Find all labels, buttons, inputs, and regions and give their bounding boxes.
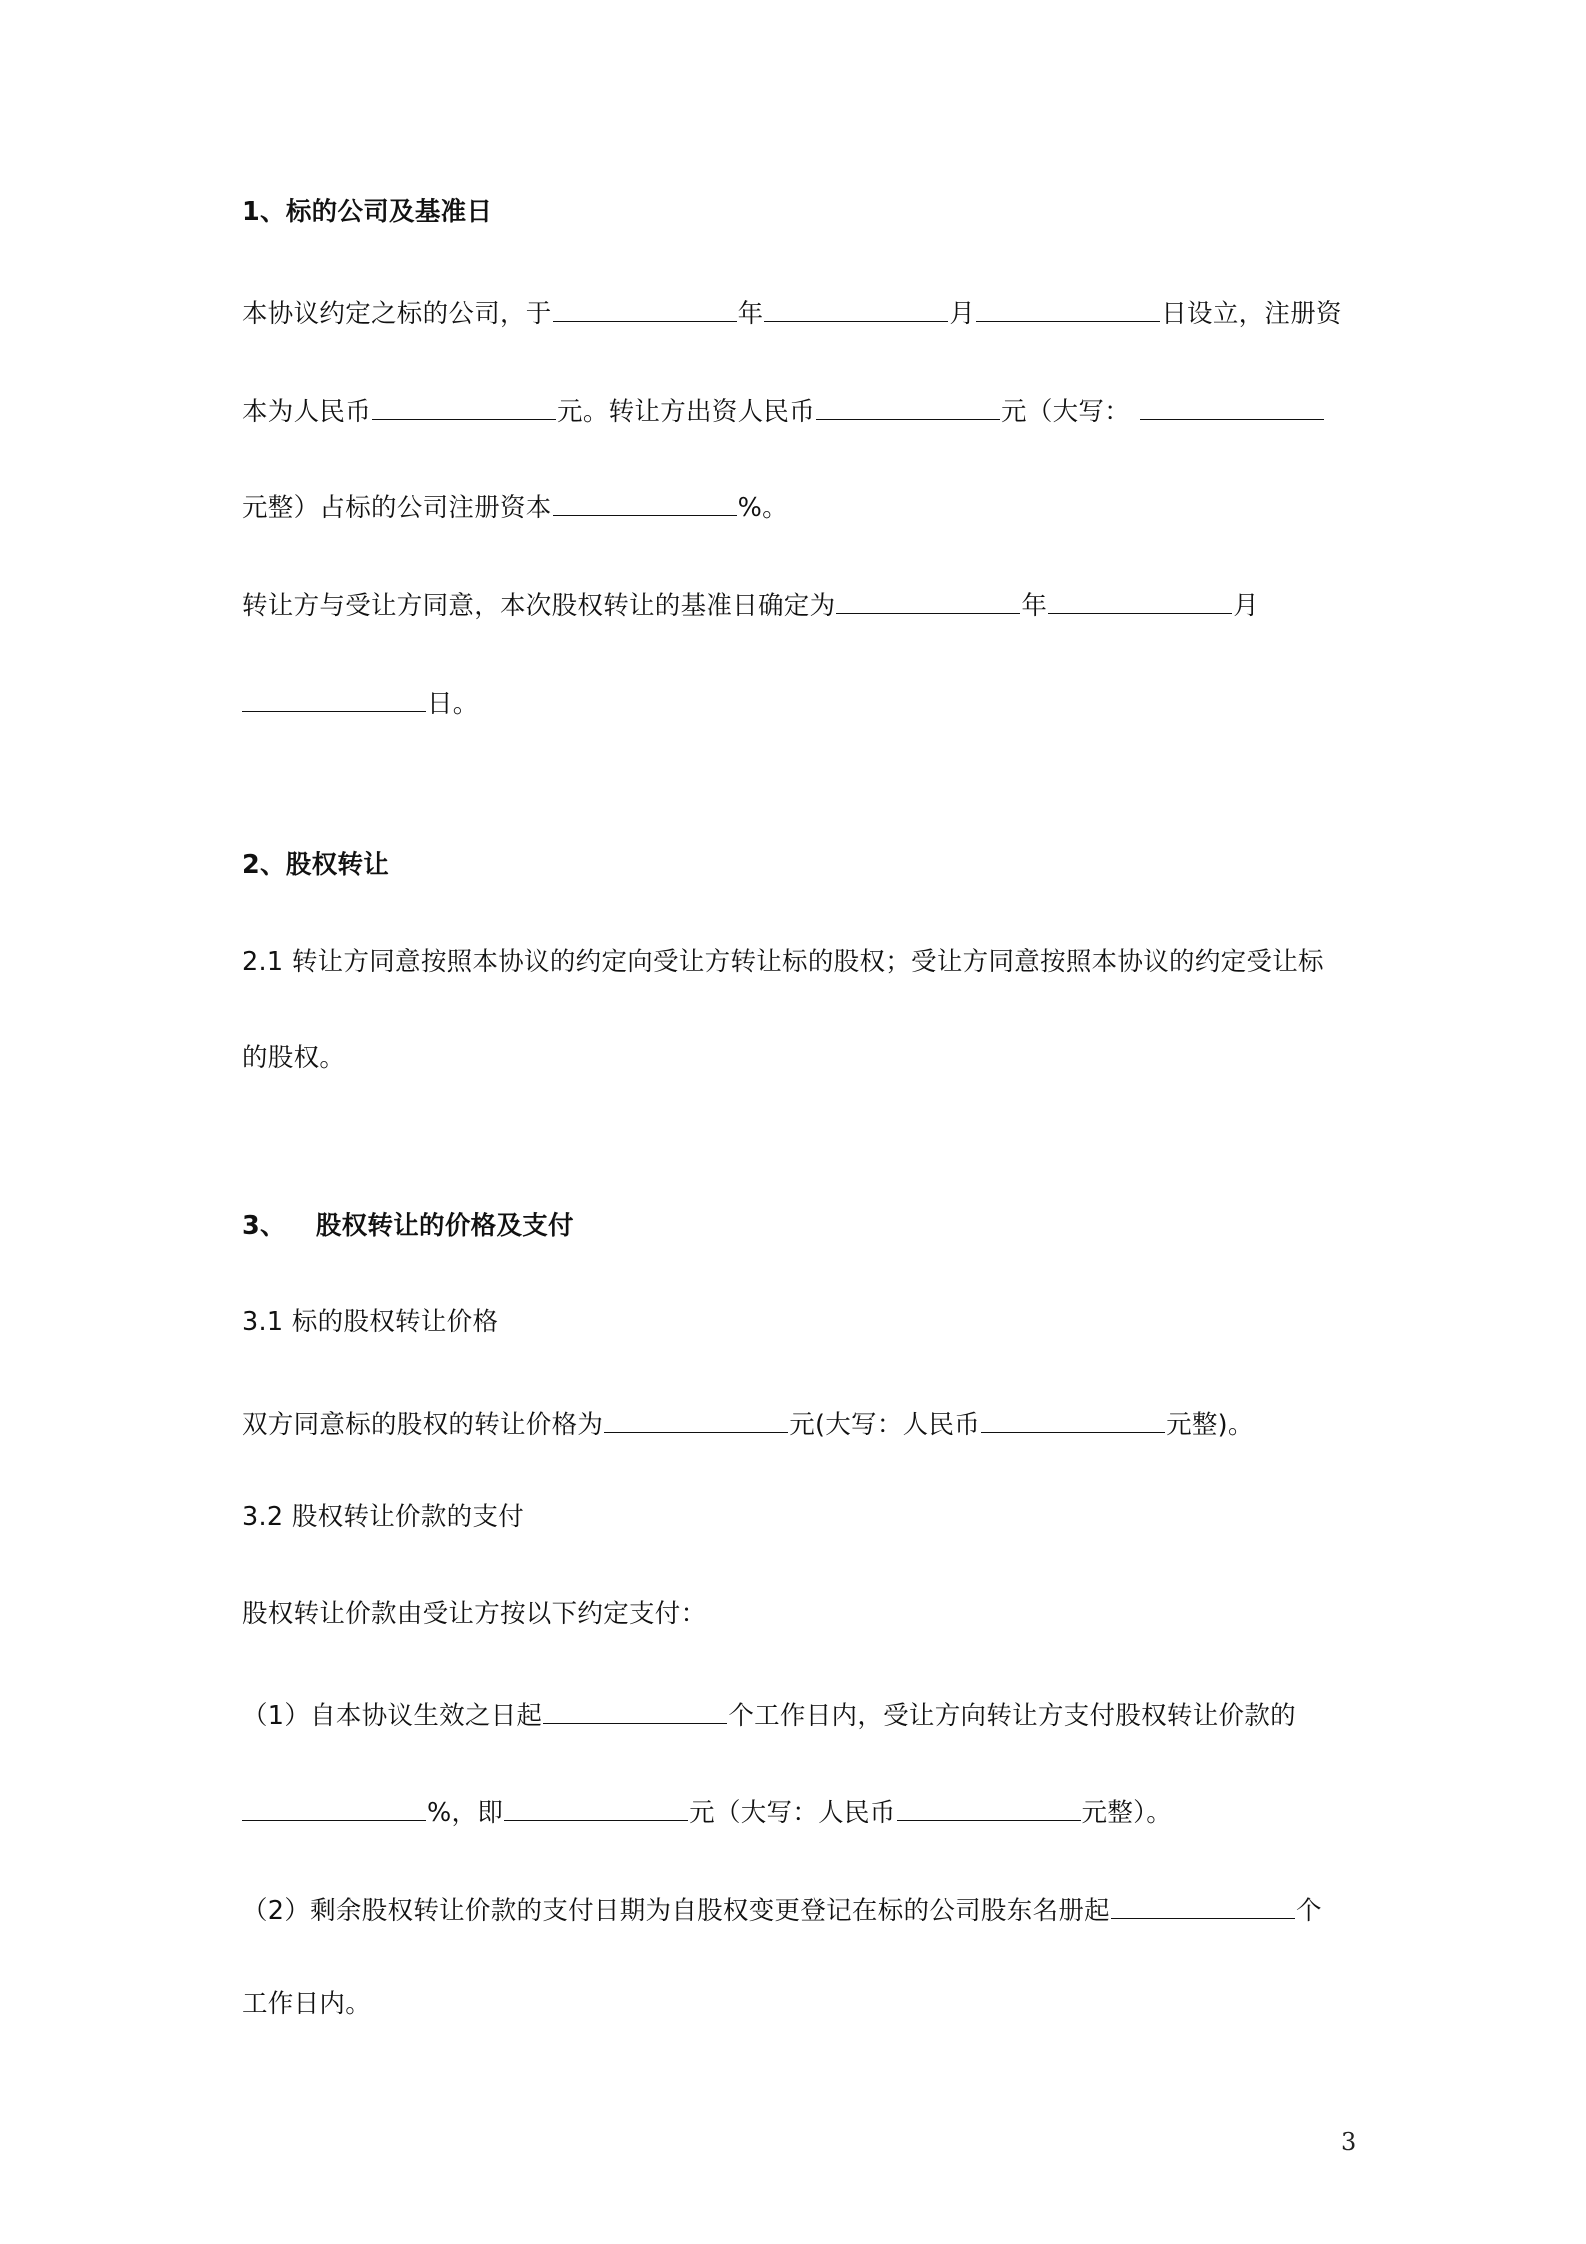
text: 元。转让方出资人民币 (557, 397, 816, 427)
text: （1）自本协议生效之日起 (242, 1701, 543, 1731)
text: 本为人民币 (242, 397, 372, 427)
blank-field-day[interactable] (976, 297, 1160, 322)
paragraph (242, 297, 1342, 331)
blank-field-working-days[interactable] (543, 1699, 727, 1724)
blank-field-payment-percent[interactable] (242, 1796, 426, 1821)
text: 元整)。 (1166, 1410, 1254, 1440)
heading-number: 3、 (242, 1211, 286, 1241)
text: （2）剩余股权转让价款的支付日期为自股权变更登记在标的公司股东名册起 (242, 1896, 1110, 1926)
blank-field-percentage[interactable] (553, 491, 737, 516)
paragraph (242, 589, 1259, 623)
text: 元整）占标的公司注册资本 (242, 493, 552, 523)
blank-field-month[interactable] (764, 297, 948, 322)
paragraph: 股权转让价款由受让方按以下约定支付： (242, 1599, 707, 1629)
list-item (242, 1699, 1296, 1733)
text: 个工作日内，受让方向转让方支付股权转让价款的 (728, 1701, 1296, 1731)
section-1-heading: 1、标的公司及基准日 (242, 197, 493, 227)
blank-field-contribution[interactable] (816, 395, 1000, 420)
paragraph: 2.1 转让方同意按照本协议的约定向受让方转让标的股权；受让方同意按照本协议的约定受让标 (242, 947, 1324, 977)
blank-field-base-day[interactable] (242, 687, 426, 712)
text: 个 (1295, 1896, 1322, 1926)
blank-field-contribution-words[interactable] (1140, 395, 1324, 420)
text: 元（大写： (1001, 397, 1131, 427)
text: 元（大写：人民币 (689, 1798, 896, 1828)
text: 元整）。 (1081, 1798, 1172, 1828)
blank-field-price[interactable] (604, 1408, 788, 1433)
list-item-continuation (242, 1796, 1172, 1830)
text: 月 (949, 299, 976, 329)
text: 转让方与受让方同意，本次股权转让的基准日确定为 (242, 591, 836, 621)
text: 元(大写：人民币 (789, 1410, 981, 1440)
blank-field-remaining-days[interactable] (1111, 1894, 1295, 1919)
list-item (242, 1894, 1322, 1928)
blank-field-registered-capital[interactable] (372, 395, 556, 420)
paragraph: 的股权。 (242, 1043, 346, 1073)
page-number: 3 (1341, 2128, 1357, 2156)
text: 日设立，注册资 (1161, 299, 1342, 329)
text: 年 (737, 299, 764, 329)
paragraph (242, 491, 788, 525)
blank-field-base-month[interactable] (1048, 589, 1232, 614)
text: 双方同意标的股权的转让价格为 (242, 1410, 604, 1440)
paragraph (242, 687, 479, 721)
heading-text: 股权转让的价格及支付 (315, 1211, 574, 1241)
list-item-continuation: 工作日内。 (242, 1989, 372, 2019)
blank-field-base-year[interactable] (836, 589, 1020, 614)
text: 本协议约定之标的公司，于 (242, 299, 552, 329)
paragraph (242, 1408, 1254, 1442)
blank-field-payment-words[interactable] (897, 1796, 1081, 1821)
text: 年 (1021, 591, 1048, 621)
subheading: 3.2 股权转让价款的支付 (242, 1502, 525, 1532)
section-3-heading (242, 1209, 574, 1243)
blank-field-payment-amount[interactable] (504, 1796, 688, 1821)
text: %，即 (427, 1798, 504, 1828)
text: 月 (1233, 591, 1260, 621)
paragraph (242, 395, 1325, 429)
text: %。 (737, 493, 788, 523)
section-2-heading: 2、股权转让 (242, 850, 390, 880)
blank-field-year[interactable] (553, 297, 737, 322)
text: 日。 (427, 689, 479, 719)
blank-field-price-words[interactable] (981, 1408, 1165, 1433)
subheading: 3.1 标的股权转让价格 (242, 1307, 499, 1337)
